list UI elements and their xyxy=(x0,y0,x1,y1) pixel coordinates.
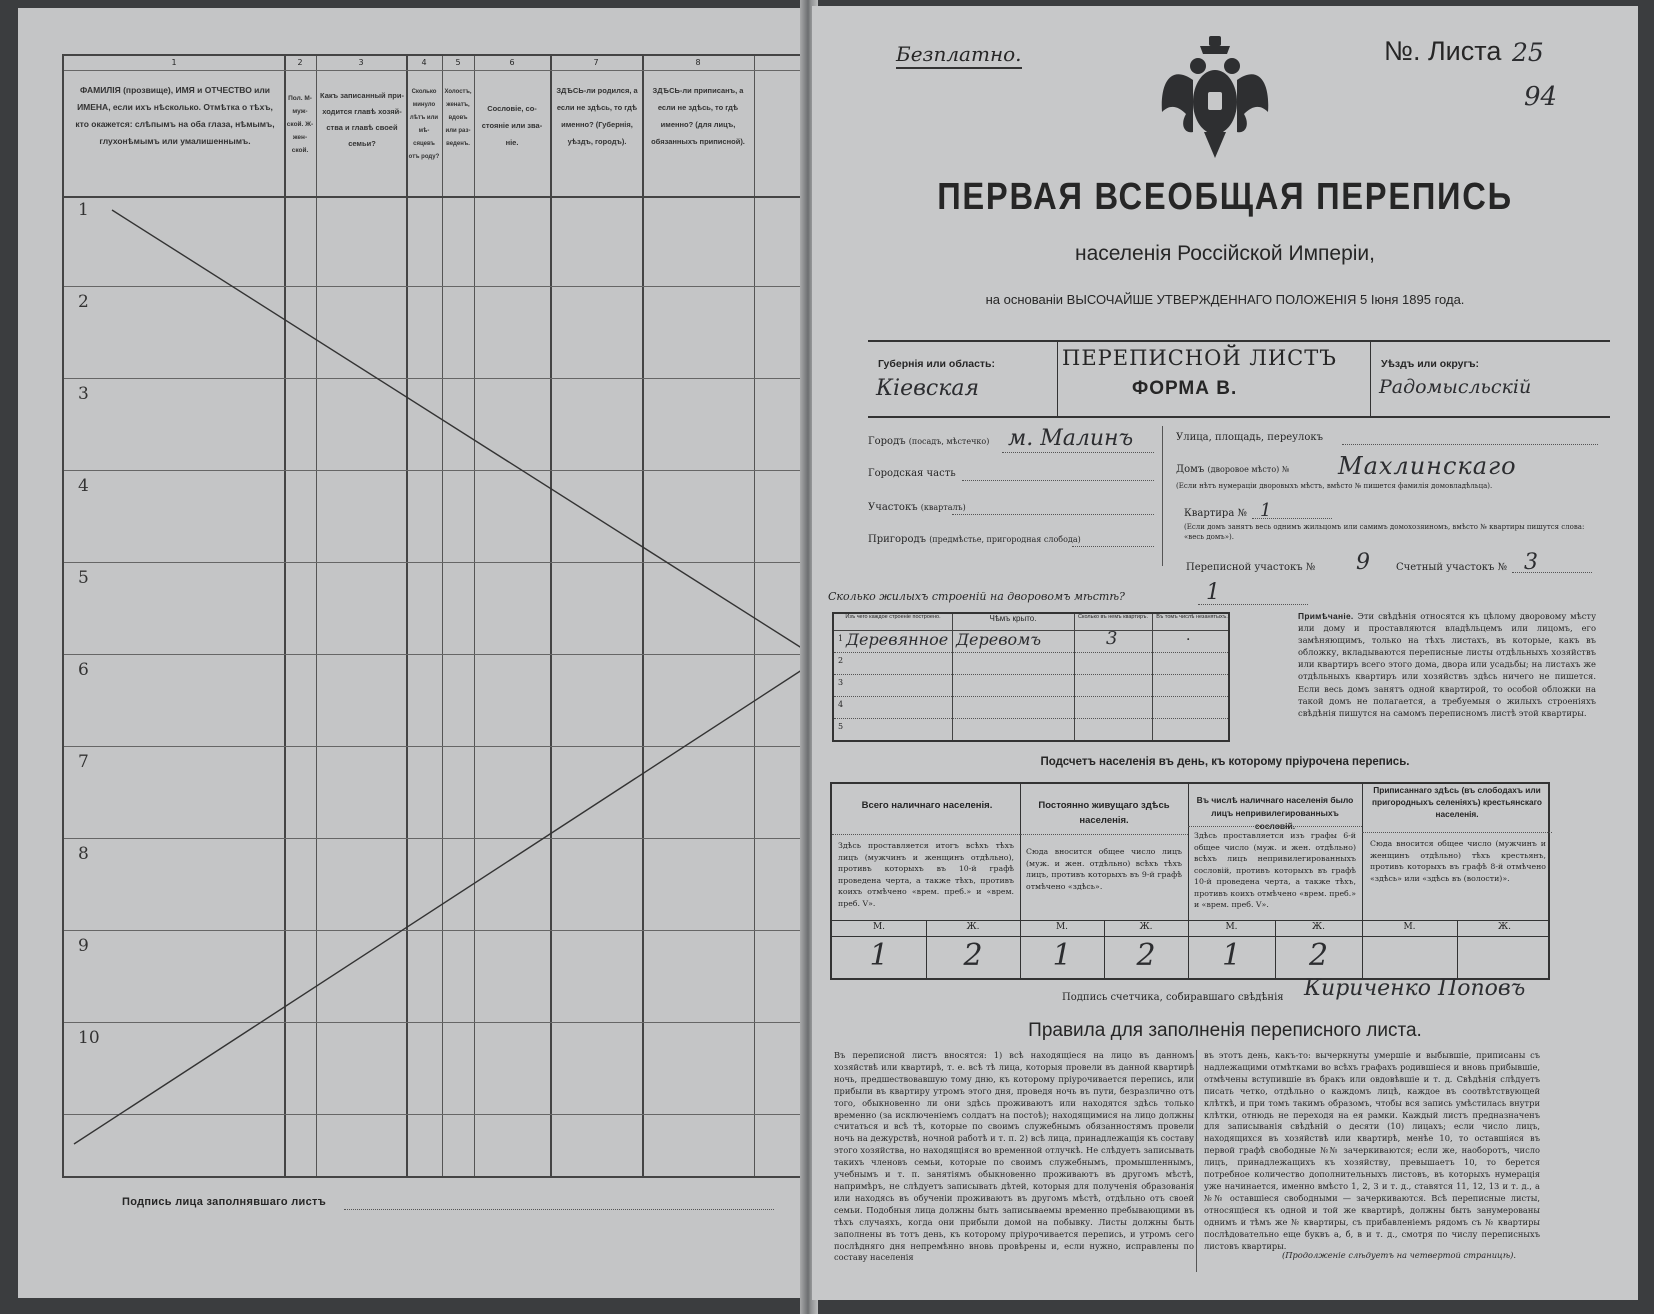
rules-title: Правила для заполненія переписного листа. xyxy=(1028,1020,1422,1041)
buildings-row-roof: Деревомъ xyxy=(956,630,1042,649)
rules-continued: (Продолженіе слѣдуетъ на четвертой страницѣ). xyxy=(1282,1250,1517,1260)
uezd-label: Уѣздъ или округъ: xyxy=(1381,358,1480,370)
count-district-label: Счетный участокъ № xyxy=(1396,562,1508,573)
column-number: 1 xyxy=(171,58,177,67)
census-sheet-left-page xyxy=(18,8,806,1298)
row-number: 1 xyxy=(78,200,89,220)
sheet-number-label: №. Листа xyxy=(1384,36,1502,66)
column-number: 7 xyxy=(593,58,599,67)
buildings-label: Сколько жилыхъ строеній на дворовомъ мѣстѣ? xyxy=(828,590,1125,603)
column-number: 2 xyxy=(297,58,303,67)
row-number: 4 xyxy=(78,476,89,496)
legal-basis: на основаніи ВЫСОЧАЙШЕ УТВЕРЖДЕННАГО ПОЛОЖЕНІЯ 5 Іюня 1895 года. xyxy=(985,292,1465,307)
pop-col2-desc: Сюда вносится общее число лицъ (муж. и жен. отдѣльно) всѣхъ тѣхъ лицъ, противъ которыхъ въ 9-й графѣ отмѣчено «здѣсь». xyxy=(1026,847,1182,891)
pop-col2-m-value: 1 xyxy=(1052,938,1072,973)
free-label: Безплатно. xyxy=(896,42,1022,69)
column-header-registered: ЗДѢСЬ-ли приписанъ, а если не здѣсь, то гдѣ именно? (для лицъ, обязанныхъ приписной). xyxy=(651,86,745,146)
city-field-label: Городъ (посадъ, мѣстечко) xyxy=(868,436,990,447)
column-header-relation: Какъ записанный при-ходится главѣ хозяй-ства и главѣ своей семьи? xyxy=(320,91,404,148)
guberniya-cell xyxy=(868,342,1058,416)
column-number: 6 xyxy=(509,58,515,67)
buildings-row-number: 4 xyxy=(838,700,844,709)
pop-col2-m-label: М. xyxy=(1055,922,1069,932)
buildings-row-apartments: 3 xyxy=(1106,628,1118,649)
pop-col1-m-value: 1 xyxy=(869,938,889,973)
column-header-age: Сколько минуло лѣтъ или мѣ-сяцевъ отъ роду? xyxy=(408,89,440,160)
column-number: 3 xyxy=(358,58,364,67)
counter-signature-value: Кириченко Поповъ xyxy=(1304,976,1526,1001)
pop-col4-header: Приписаннаго здѣсь (въ слободахъ или пригородныхъ селеніяхъ) крестьянскаго населенія. xyxy=(1372,785,1542,819)
main-title: ПЕРВАЯ ВСЕОБЩАЯ ПЕРЕПИСЬ xyxy=(937,176,1513,218)
column-number: 5 xyxy=(455,58,461,67)
form-letter: ФОРМА В. xyxy=(1132,378,1238,399)
pop-col3-header: Въ числѣ наличнаго населенія было лицъ непривилегированныхъ сословій. xyxy=(1196,795,1354,831)
column-header-sex: Пол. М-муж-ской. Ж-жен-ской. xyxy=(286,95,314,154)
row-number: 7 xyxy=(78,752,89,772)
buildings-row-number: 2 xyxy=(838,656,844,665)
house-hint: (Если нѣтъ нумераціи дворовыхъ мѣстъ, вмѣсто № пишется фамилія домовладѣльца). xyxy=(1176,482,1493,490)
row-number: 5 xyxy=(78,568,89,588)
pop-col3-desc: Здѣсь проставляется изъ графы 6-й общее число (муж. и жен. отдѣльно) всѣхъ лицъ непривилегированныхъ сословій, противъ которыхъ въ графѣ 10-й проведена черта, а также тѣхъ, противъ коихъ отмѣчено «врем. преб.» и «врем. преб. V». xyxy=(1194,831,1356,909)
row-number: 10 xyxy=(78,1028,100,1048)
census-persons-table xyxy=(62,54,806,1178)
rules-column-right: въ этотъ день, какъ-то: вычеркнуты умершіе и выбывшіе, приписаны съ надлежащими отмѣтками во всѣхъ графахъ родившіеся и вновь прибывшіе, отмѣчены вступившіе въ бракъ или овдовѣвшіе и т. д. Свѣдѣнія слѣдуетъ писать четко, отдѣльно о каждомъ лицѣ, каждое въ соотвѣтствующей клѣткѣ, и при томъ такимъ образомъ, чтобы вся запись умѣстилась внутри клѣтки, отнюдь не переходя на ея рамки. Каждый листъ предназначенъ для записыванія свѣдѣній о десяти (10) лицахъ; если число лицъ, находящихся въ хозяйствѣ или квартирѣ, менѣе 10, то оставшіяся въ первой графѣ свободные №№ зачеркиваются; если же, наоборотъ, число лицъ, принадлежащихъ къ хозяйству, превышаетъ 10, то берется потребное количество дополнительныхъ листовъ, въ которыхъ нумерація уже начинается, именно вмѣсто 1, 2, 3 и т. д., ставятся 11, 12, 13 и т. д., а №№ оставшіеся свободными — зачеркиваются. Всѣ переписные листы, относящіеся къ одной и той же квартирѣ, должны быть занумерованы однимъ и тѣмъ же № квартиры, съ прибавленіемъ рядомъ съ № квартиры послѣдовательно еще буквъ а, б, в и т. д., смотря по числу переписныхъ листовъ квартиры. xyxy=(1204,1050,1540,1251)
pop-col1-header: Всего наличнаго населенія. xyxy=(861,800,993,811)
rules-column-left: Въ переписной листъ вносятся: 1) всѣ находящіеся на лицо въ данномъ хозяйствѣ или квартирѣ, т. е. всѣ тѣ лица, которыя провели въ данной квартирѣ ночь, предшествовавшую тому дню, къ которому пріурочивается перепись, или прибыли въ квартиру утромъ этого дня, проведя ночь въ пути, безразлично отъ того, обыкновенно ли они здѣсь проживаютъ или находятся здѣсь только временно (за исключеніемъ солдатъ на постоѣ); находящимися на лицо должны считаться и всѣ тѣ, которые по своимъ служебнымъ обязанностямъ провели ночь на дежурствѣ, ночной работѣ и т. п. 2) всѣ лица, принадлежащія къ составу этого хозяйства, но находящіяся во временной отлучкѣ. Не слѣдуетъ записывать такихъ членовъ семьи, которые по своимъ служебнымъ, промышленнымъ, учебнымъ и т. п. занятіямъ обыкновенно проживаютъ въ другомъ мѣстѣ, напримѣръ, не слѣдуетъ записывать дѣтей, которыя для полученія образованія или находясь въ обученіи проживаютъ въ другомъ мѣстѣ, отдѣльно отъ своей семьи. Подобныя лица должны быть записываемы временно пребывающими въ тѣхъ случаяхъ, когда они прибыли домой на побывку. Листы должны быть заполнены въ тотъ день, къ которому пріурочивается перепись, и утромъ сего послѣдняго дня непремѣнно вновь провѣрены и, если нужно, исправлены по составу населенія xyxy=(834,1050,1194,1263)
pop-col3-m-label: М. xyxy=(1225,922,1238,932)
pop-col1-f-label: Ж. xyxy=(966,922,980,932)
buildings-table xyxy=(832,612,1230,742)
population-count-table xyxy=(830,782,1550,980)
sheet-number-extra: 94 xyxy=(1524,82,1558,112)
row-number: 2 xyxy=(78,292,89,312)
count-district-value: 3 xyxy=(1524,550,1538,575)
column-number: 8 xyxy=(695,58,701,67)
imperial-eagle-icon xyxy=(1160,34,1270,164)
counter-signature-label: Подпись счетчика, собиравшаго свѣдѣнія xyxy=(1062,992,1284,1003)
row-number: 9 xyxy=(78,936,89,956)
form-title: ПЕРЕПИСНОЙ ЛИСТЪ xyxy=(1062,346,1337,370)
column-number: 4 xyxy=(421,58,427,67)
buildings-row-number: 3 xyxy=(838,678,844,687)
buildings-row-number: 1 xyxy=(838,634,844,643)
buildings-header-apartments: Сколько въ немъ квартиръ. xyxy=(1078,614,1148,620)
guberniya-value: Кіевская xyxy=(876,376,980,401)
buildings-header-material: Изъ чего каждое строеніе построено. xyxy=(845,614,941,620)
buildings-header-roof: Чѣмъ крыто. xyxy=(989,614,1037,623)
buildings-row-material: Деревянное xyxy=(846,630,949,649)
apartment-value: 1 xyxy=(1260,500,1272,521)
buildings-header-vacant: Въ томъ числѣ незанятыхъ. xyxy=(1156,614,1228,620)
guberniya-label: Губернія или область: xyxy=(878,358,996,370)
strike-through-lines xyxy=(64,56,808,1180)
district-field-label: Участокъ (кварталъ) xyxy=(868,502,966,513)
row-number: 3 xyxy=(78,384,89,404)
uezd-value: Радомысльскій xyxy=(1379,376,1532,398)
subtitle: населенія Россійской Имперіи, xyxy=(1075,242,1375,265)
strike-line-upper xyxy=(112,210,808,652)
census-sheet-right-page xyxy=(812,6,1638,1300)
row-number: 6 xyxy=(78,660,89,680)
census-district-value: 9 xyxy=(1356,550,1370,575)
pop-col3-f-value: 2 xyxy=(1308,938,1329,973)
buildings-row-number: 5 xyxy=(838,722,844,731)
signature-label: Подпись лица заполнявшаго листъ xyxy=(122,1196,327,1208)
uezd-cell xyxy=(1370,342,1610,416)
column-header-estate: Сословіе, со-стояніе или зва-ніе. xyxy=(481,104,543,147)
column-header-name: ФАМИЛІЯ (прозвище), ИМЯ и ОТЧЕСТВО или ИМЕНА, если ихъ нѣсколько. Отмѣтка о тѣхъ, кто окажется: слѣпымъ на оба глаза, нѣмымъ, глухонѣмымъ или умалишеннымъ. xyxy=(75,85,275,146)
buildings-note: Примѣчаніе. Эти свѣдѣнія относятся къ цѣлому дворовому мѣсту или дому и проставляются владѣльцемъ или лицомъ, его замѣняющимъ, только на тѣхъ листахъ, въ которые, какъ въ обложку, вкладываются переписные листы отдѣльныхъ хозяйствъ или квартиръ всего этого дома, двора или усадьбы; на листахъ же отдѣльныхъ квартиръ или хозяйствъ здѣсь ничего не пишется. Если весь домъ занятъ одной квартирой, то особой обложки на такой домъ не полагается, а требуемыя о жилыхъ строеніяхъ свѣдѣнія пишутся на самомъ переписномъ листѣ этой квартиры. xyxy=(1298,611,1596,718)
apartment-label: Квартира № xyxy=(1184,508,1247,519)
population-title: Подсчетъ населенія въ день, къ которому пріурочена перепись. xyxy=(1040,756,1410,768)
pop-col4-f-label: Ж. xyxy=(1498,922,1511,932)
house-field-label: Домъ (дворовое мѣсто) № xyxy=(1176,464,1290,475)
pop-col3-m-value: 1 xyxy=(1221,938,1242,973)
pop-col1-m-label: М. xyxy=(872,922,886,932)
pop-col2-header: Постоянно живущаго здѣсь населенія. xyxy=(1038,800,1170,826)
apartment-hint: (Если домъ занятъ весь однимъ жильцомъ или самимъ домохозяиномъ, вмѣсто № квартиры пишутся слова: «весь домъ»). xyxy=(1184,523,1585,541)
pop-col1-f-value: 2 xyxy=(963,938,983,973)
buildings-value: 1 xyxy=(1206,580,1220,605)
pop-col3-f-label: Ж. xyxy=(1312,922,1325,932)
column-header-marital: Холостъ, женатъ, вдовъ или раз-веденъ. xyxy=(444,89,472,147)
census-district-label: Переписной участокъ № xyxy=(1186,562,1316,573)
street-label: Улица, площадь, переулокъ xyxy=(1176,432,1324,443)
suburb-field-label: Пригородъ (предмѣстье, пригородная слобода) xyxy=(868,534,1081,545)
pop-col4-m-label: М. xyxy=(1403,922,1416,932)
house-value: Махлинскаго xyxy=(1338,452,1517,480)
city-value: м. Малинъ xyxy=(1008,426,1134,451)
pop-col2-f-value: 2 xyxy=(1136,938,1156,973)
strike-line-lower xyxy=(74,666,808,1144)
pop-col4-desc: Сюда вносится общее число (мужчинъ и женщинъ отдѣльно) тѣхъ крестьянъ, противъ которыхъ въ графѣ 8-й отмѣчено «здѣсь» или «здѣсь въ (волости)». xyxy=(1370,839,1546,883)
city-part-label: Городская часть xyxy=(868,468,956,479)
buildings-row-vacant: · xyxy=(1186,632,1191,648)
pop-col2-f-label: Ж. xyxy=(1139,922,1153,932)
pop-col1-desc: Здѣсь проставляется итогъ всѣхъ тѣхъ лицъ (мужчинъ и женщинъ отдѣльно), противъ которыхъ въ 10-й графѣ проведена черта, а также тѣхъ, противъ коихъ отмѣчено «врем. преб.» и «врем. преб. V». xyxy=(838,841,1014,908)
row-number: 8 xyxy=(78,844,89,864)
column-header-birthplace: ЗДѢСЬ-ли родился, а если не здѣсь, то гдѣ именно? (Губернія, уѣздъ, городъ). xyxy=(556,86,638,146)
sheet-number-value: 25 xyxy=(1512,38,1544,67)
signature-line xyxy=(344,1209,774,1210)
